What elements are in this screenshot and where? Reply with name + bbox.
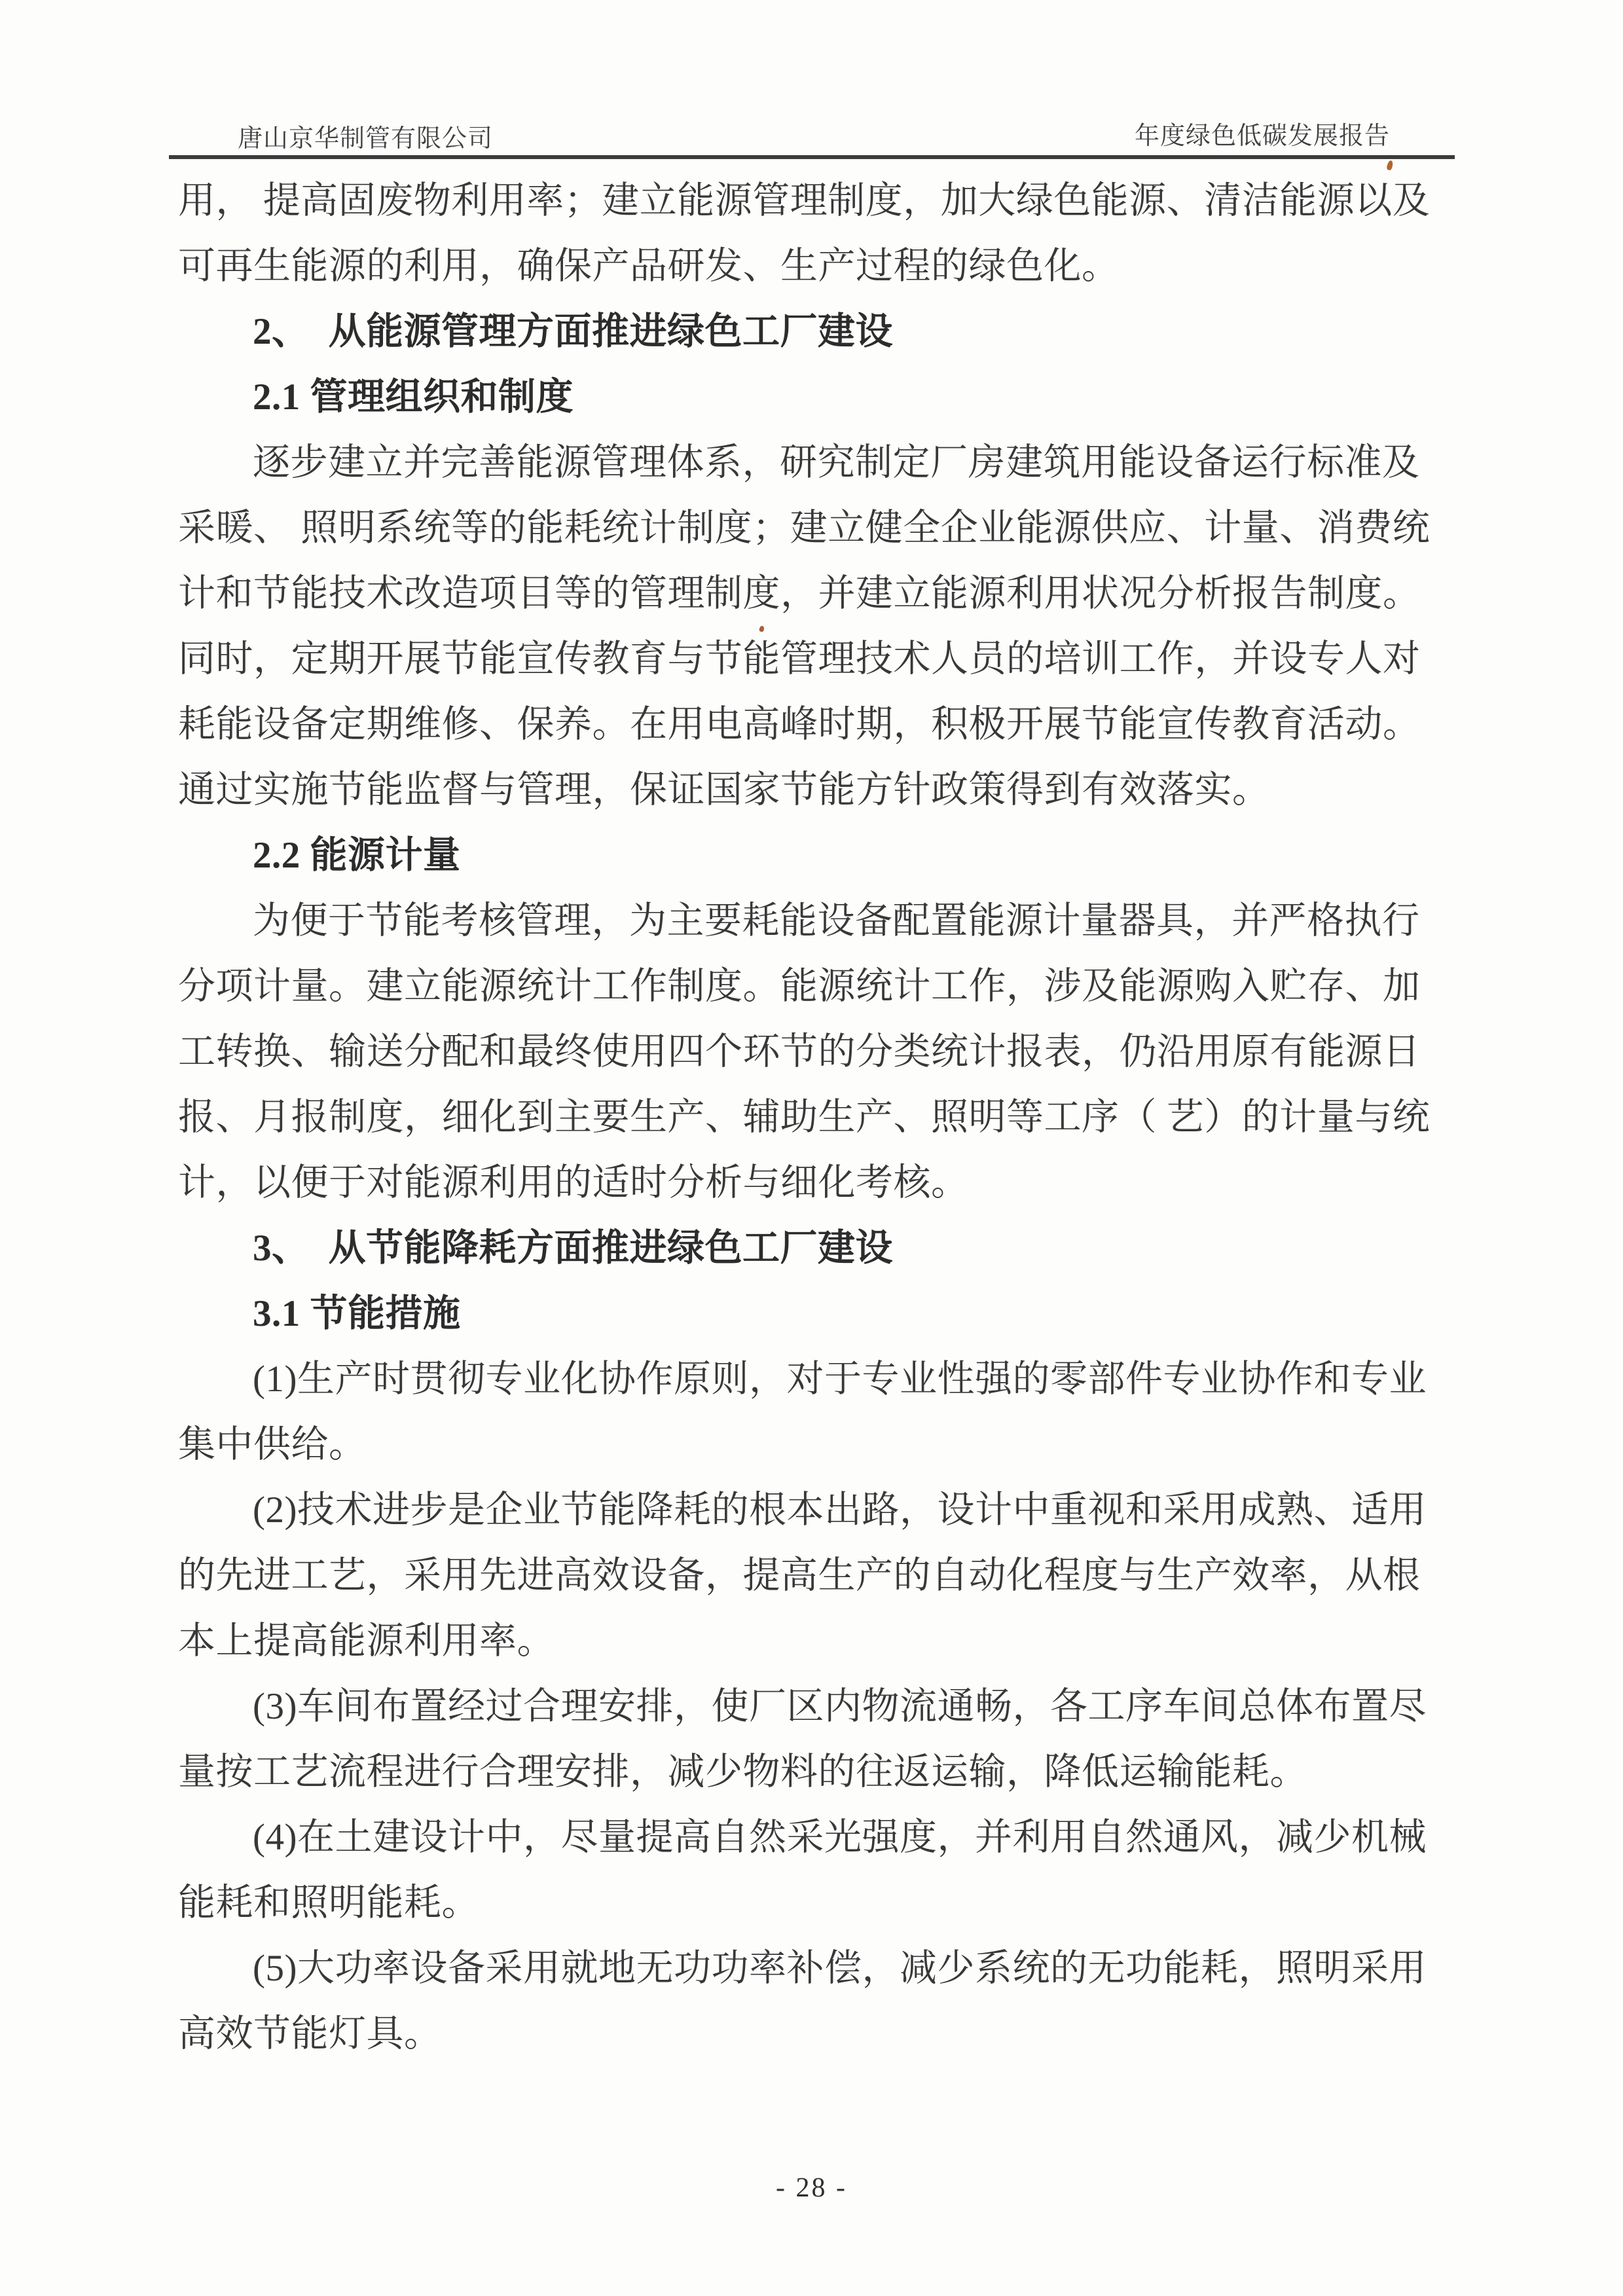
header-company-name: 唐山京华制管有限公司 — [238, 125, 494, 153]
paragraph-line: (1)生产时贯彻专业化协作原则，对于专业性强的零部件专业协作和专业 — [253, 1358, 1427, 1400]
paragraph-line: 报、月报制度，细化到主要生产、辅助生产、照明等工序（ 艺）的计量与统 — [178, 1097, 1431, 1138]
paragraph-line: 高效节能灯具。 — [178, 2013, 442, 2054]
paragraph-line: 用， 提高固废物利用率；建立能源管理制度，加大绿色能源、清洁能源以及 — [178, 180, 1431, 221]
header-rule — [169, 155, 1455, 159]
paragraph-line: 同时，定期开展节能宣传教育与节能管理技术人员的培训工作，并设专人对 — [178, 638, 1421, 680]
paragraph-line: 计，以便于对能源利用的适时分析与细化考核。 — [178, 1162, 969, 1203]
paragraph-line: 能耗和照明能耗。 — [178, 1882, 479, 1923]
paragraph-line: (2)技术进步是企业节能降耗的根本出路，设计中重视和采用成熟、适用 — [253, 1489, 1427, 1531]
paragraph-line: 工转换、输送分配和最终使用四个环节的分类统计报表，仍沿用原有能源日 — [178, 1031, 1421, 1072]
paragraph-line: 耗能设备定期维修、保养。在用电高峰时期，积极开展节能宣传教育活动。 — [178, 704, 1421, 745]
paragraph-line: 为便于节能考核管理，为主要耗能设备配置能源计量器具，并严格执行 — [253, 900, 1420, 941]
paragraph-line: 分项计量。建立能源统计工作制度。能源统计工作，涉及能源购入贮存、加 — [178, 966, 1421, 1007]
paragraph-line: 通过实施节能监督与管理，保证国家节能方针政策得到有效落实。 — [178, 769, 1270, 811]
paragraph-line: 采暖、 照明系统等的能耗统计制度；建立健全企业能源供应、计量、消费统 — [178, 507, 1431, 549]
header-report-title: 年度绿色低碳发展报告 — [1134, 122, 1390, 150]
paragraph-line: 可再生能源的利用，确保产品研发、生产过程的绿色化。 — [178, 246, 1120, 287]
section-heading-line: 2.2 能源计量 — [253, 835, 461, 876]
paragraph-line: 计和节能技术改造项目等的管理制度，并建立能源利用状况分析报告制度。 — [178, 573, 1421, 614]
paragraph-line: (5)大功率设备采用就地无功功率补偿，减少系统的无功能耗，照明采用 — [253, 1948, 1427, 1989]
paragraph-line: (4)在土建设计中，尽量提高自然采光强度，并利用自然通风，减少机械 — [253, 1817, 1427, 1858]
paragraph-line: 量按工艺流程进行合理安排，减少物料的往返运输，降低运输能耗。 — [178, 1751, 1307, 1793]
paragraph-line: (3)车间布置经过合理安排，使厂区内物流通畅，各工序车间总体布置尽 — [253, 1686, 1427, 1727]
paragraph-line: 本上提高能源利用率。 — [178, 1620, 555, 1662]
section-heading-line: 2、 从能源管理方面推进绿色工厂建设 — [253, 311, 893, 352]
paragraph-line: 的先进工艺，采用先进高效设备，提高生产的自动化程度与生产效率，从根 — [178, 1555, 1421, 1596]
paragraph-line: 集中供给。 — [178, 1424, 367, 1465]
section-heading-line: 2.1 管理组织和制度 — [253, 376, 574, 418]
document-lines — [178, 168, 1481, 2067]
section-heading-line: 3、 从节能降耗方面推进绿色工厂建设 — [253, 1228, 893, 1269]
section-heading-line: 3.1 节能措施 — [253, 1293, 461, 1334]
paragraph-line: 逐步建立并完善能源管理体系，研究制定厂房建筑用能设备运行标准及 — [253, 442, 1420, 483]
page-number: - 28 - — [776, 2173, 847, 2203]
